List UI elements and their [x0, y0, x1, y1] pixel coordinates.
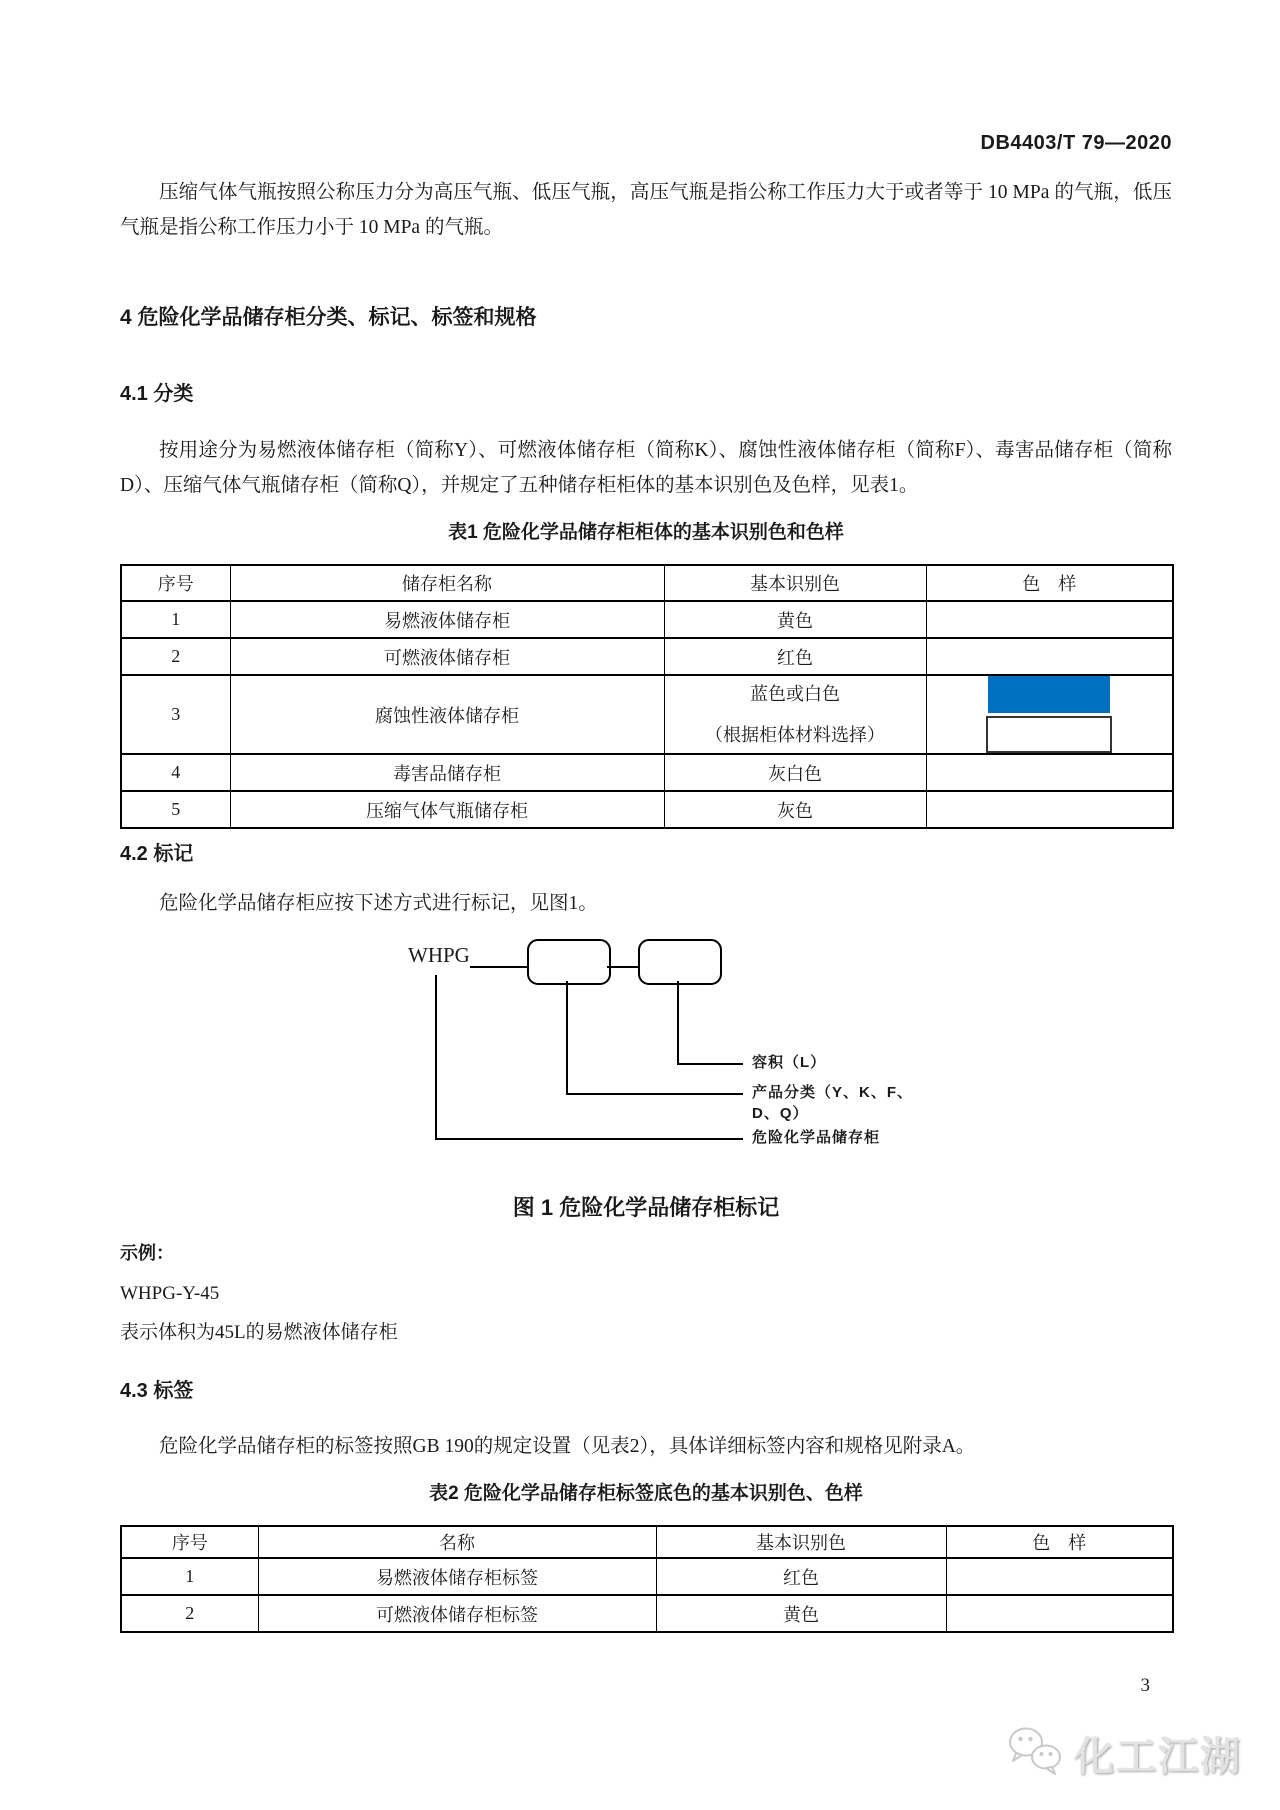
cell-color-sample	[926, 601, 1173, 638]
example-label: 示例：	[120, 1243, 174, 1263]
table2-title: 表2 危险化学品储存柜标签底色的基本识别色、色样	[429, 1483, 863, 1504]
leader-line	[435, 975, 437, 1140]
cell-cabinet-name: 毒害品储存柜	[230, 754, 664, 791]
cell-cabinet-name: 腐蚀性液体储存柜	[230, 675, 664, 754]
table2-header-cell: 名称	[258, 1526, 656, 1558]
cell-color-name: 黄色	[656, 1595, 946, 1632]
cell-index: 2	[121, 1595, 258, 1632]
table2-body	[121, 1558, 1173, 1632]
table1-row	[121, 601, 1173, 638]
table2-header-cell: 序号	[121, 1526, 258, 1558]
figure1-caption: 图 1 危险化学品储存柜标记	[512, 1195, 780, 1220]
cell-index: 1	[121, 1558, 258, 1595]
table2-header-cell: 色 样	[946, 1526, 1173, 1558]
figure1-category-box	[527, 939, 611, 985]
section-4-3-heading: 4.3 标签	[120, 1380, 194, 1402]
table2-row	[121, 1595, 1173, 1632]
cell-color-name: 蓝色或白色 （根据柜体材料选择）	[664, 675, 926, 754]
table1-header-row	[121, 565, 1173, 601]
section-4-heading: 4 危险化学品储存柜分类、标记、标签和规格	[120, 306, 537, 329]
section-4-2-paragraph: 危险化学品储存柜应按下述方式进行标记，见图1。	[159, 893, 598, 914]
example-description: 表示体积为45L的易燃液体储存柜	[120, 1322, 398, 1343]
cell-color-name: 灰色	[664, 791, 926, 828]
connector-line	[470, 966, 527, 968]
color-swatch	[986, 716, 1112, 753]
color-swatch	[988, 676, 1110, 713]
figure1-category-label: 产品分类（Y、K、F、D、Q）	[752, 1084, 914, 1122]
section-4-1-paragraph: 按用途分为易燃液体储存柜（简称Y）、可燃液体储存柜（简称K）、腐蚀性液体储存柜（简称F）、毒害品储存柜（简称D）、压缩气体气瓶储存柜（简称Q），并规定了五种储存柜柜体的基本识别色及色样，见表1。	[120, 440, 1172, 496]
cell-index: 4	[121, 754, 230, 791]
leader-line	[435, 1138, 743, 1140]
leader-line	[677, 1063, 743, 1065]
figure1-name-label: 危险化学品储存柜	[752, 1129, 881, 1146]
cell-color-sample	[946, 1595, 1173, 1632]
table1-body	[121, 601, 1173, 828]
section-4-3-paragraph: 危险化学品储存柜的标签按照GB 190的规定设置（见表2），具体详细标签内容和规格见附录A。	[159, 1436, 976, 1457]
cell-color-sample	[926, 791, 1173, 828]
watermark-text: 化工江湖	[1074, 1735, 1242, 1779]
table2	[120, 1525, 1174, 1633]
table1-header-cell: 储存柜名称	[230, 565, 664, 601]
section-4-1-heading: 4.1 分类	[120, 383, 194, 405]
connector-line	[607, 966, 638, 968]
example-code: WHPG-Y-45	[120, 1283, 220, 1304]
page-number: 3	[1140, 1675, 1150, 1696]
section-4-2-heading: 4.2 标记	[120, 843, 194, 865]
cell-cabinet-name: 压缩气体气瓶储存柜	[230, 791, 664, 828]
table1-title: 表1 危险化学品储存柜柜体的基本识别色和色样	[448, 522, 844, 543]
cell-color-name: 灰白色	[664, 754, 926, 791]
cell-index: 3	[121, 675, 230, 754]
table1-row	[121, 791, 1173, 828]
figure1	[120, 927, 1172, 1227]
page-content	[120, 0, 1172, 1697]
table2-header-row	[121, 1526, 1173, 1558]
figure1-prefix: WHPG	[408, 943, 470, 967]
cell-cabinet-name: 可燃液体储存柜标签	[258, 1595, 656, 1632]
table1-row	[121, 675, 1173, 754]
table1-header-cell: 色 样	[926, 565, 1173, 601]
table1-header-cell: 基本识别色	[664, 565, 926, 601]
watermark	[1004, 1725, 1242, 1782]
leader-line	[677, 981, 679, 1065]
cell-color-sample	[926, 675, 1173, 754]
figure1-volume-box	[638, 939, 722, 985]
figure1-diagram	[340, 927, 940, 1182]
table2-header-cell: 基本识别色	[656, 1526, 946, 1558]
leader-line	[566, 1093, 743, 1095]
cell-cabinet-name: 可燃液体储存柜	[230, 638, 664, 675]
cell-color-name: 黄色	[664, 601, 926, 638]
cell-color-sample	[926, 754, 1173, 791]
cell-index: 5	[121, 791, 230, 828]
cell-index: 1	[121, 601, 230, 638]
table1-row	[121, 638, 1173, 675]
cell-color-sample	[926, 638, 1173, 675]
cell-color-sample	[946, 1558, 1173, 1595]
table1	[120, 564, 1174, 829]
doc-number: DB4403/T 79—2020	[980, 132, 1172, 154]
table1-header-cell: 序号	[121, 565, 230, 601]
cell-cabinet-name: 易燃液体储存柜	[230, 601, 664, 638]
cell-index: 2	[121, 638, 230, 675]
cell-cabinet-name: 易燃液体储存柜标签	[258, 1558, 656, 1595]
intro-paragraph: 压缩气体气瓶按照公称压力分为高压气瓶、低压气瓶，高压气瓶是指公称工作压力大于或者等于 10 MPa 的气瓶，低压气瓶是指公称工作压力小于 10 MPa 的气瓶。	[120, 182, 1172, 238]
cell-color-name: 红色	[664, 638, 926, 675]
table2-row	[121, 1558, 1173, 1595]
leader-line	[566, 981, 568, 1095]
wechat-icon	[1004, 1725, 1066, 1782]
table1-row	[121, 754, 1173, 791]
figure1-volume-label: 容积（L）	[752, 1054, 827, 1071]
cell-color-name: 红色	[656, 1558, 946, 1595]
